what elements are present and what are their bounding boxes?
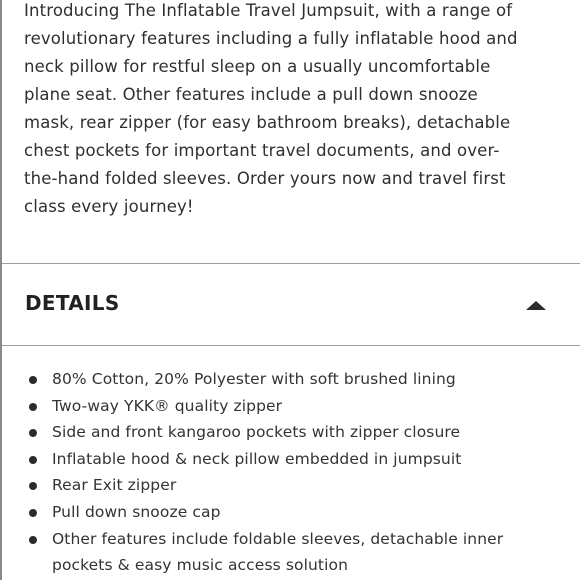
bullet-icon <box>29 429 37 437</box>
list-item <box>2 366 580 393</box>
bullet-icon <box>29 376 37 384</box>
list-item-text: Two-way YKK® quality zipper <box>52 396 283 415</box>
chevron-up-icon[interactable] <box>526 301 546 310</box>
list-item-text: 80% Cotton, 20% Polyester with soft brushed lining <box>52 370 456 388</box>
bullet-icon <box>29 403 37 411</box>
list-item <box>2 526 580 579</box>
bullet-icon <box>29 456 37 464</box>
list-item-text: Inflatable hood & neck pillow embedded in jumpsuit <box>52 449 462 468</box>
list-item-text: Rear Exit zipper <box>52 476 177 495</box>
list-item <box>2 419 580 446</box>
section-divider <box>2 345 580 346</box>
details-feature-list <box>2 366 580 579</box>
list-item-text: Other features include foldable sleeves, detachable inner pockets & easy music access solution <box>52 529 504 575</box>
list-item-text: Side and front kangaroo pockets with zipper closure <box>52 423 461 442</box>
bullet-icon <box>29 509 37 517</box>
bullet-icon <box>29 536 37 544</box>
details-heading: DETAILS <box>25 291 120 315</box>
product-description: Introducing The Inflatable Travel Jumpsuit, with a range of revolutionary features including a fully inflatable hood and neck pillow for restful sleep on a usually uncomfortable plane seat. Other features include a pull down snooze mask, rear zipper (for easy bathroom breaks), detachable chest pockets for important travel documents, and over- the-hand folded sleeves. Order yours now and travel first class every journey! <box>24 1 518 216</box>
list-item-text: Pull down snooze cap <box>52 502 221 521</box>
list-item <box>2 393 580 420</box>
list-item <box>2 472 580 499</box>
details-accordion-header[interactable] <box>2 264 580 345</box>
list-item <box>2 446 580 473</box>
bullet-icon <box>29 482 37 490</box>
list-item <box>2 499 580 526</box>
